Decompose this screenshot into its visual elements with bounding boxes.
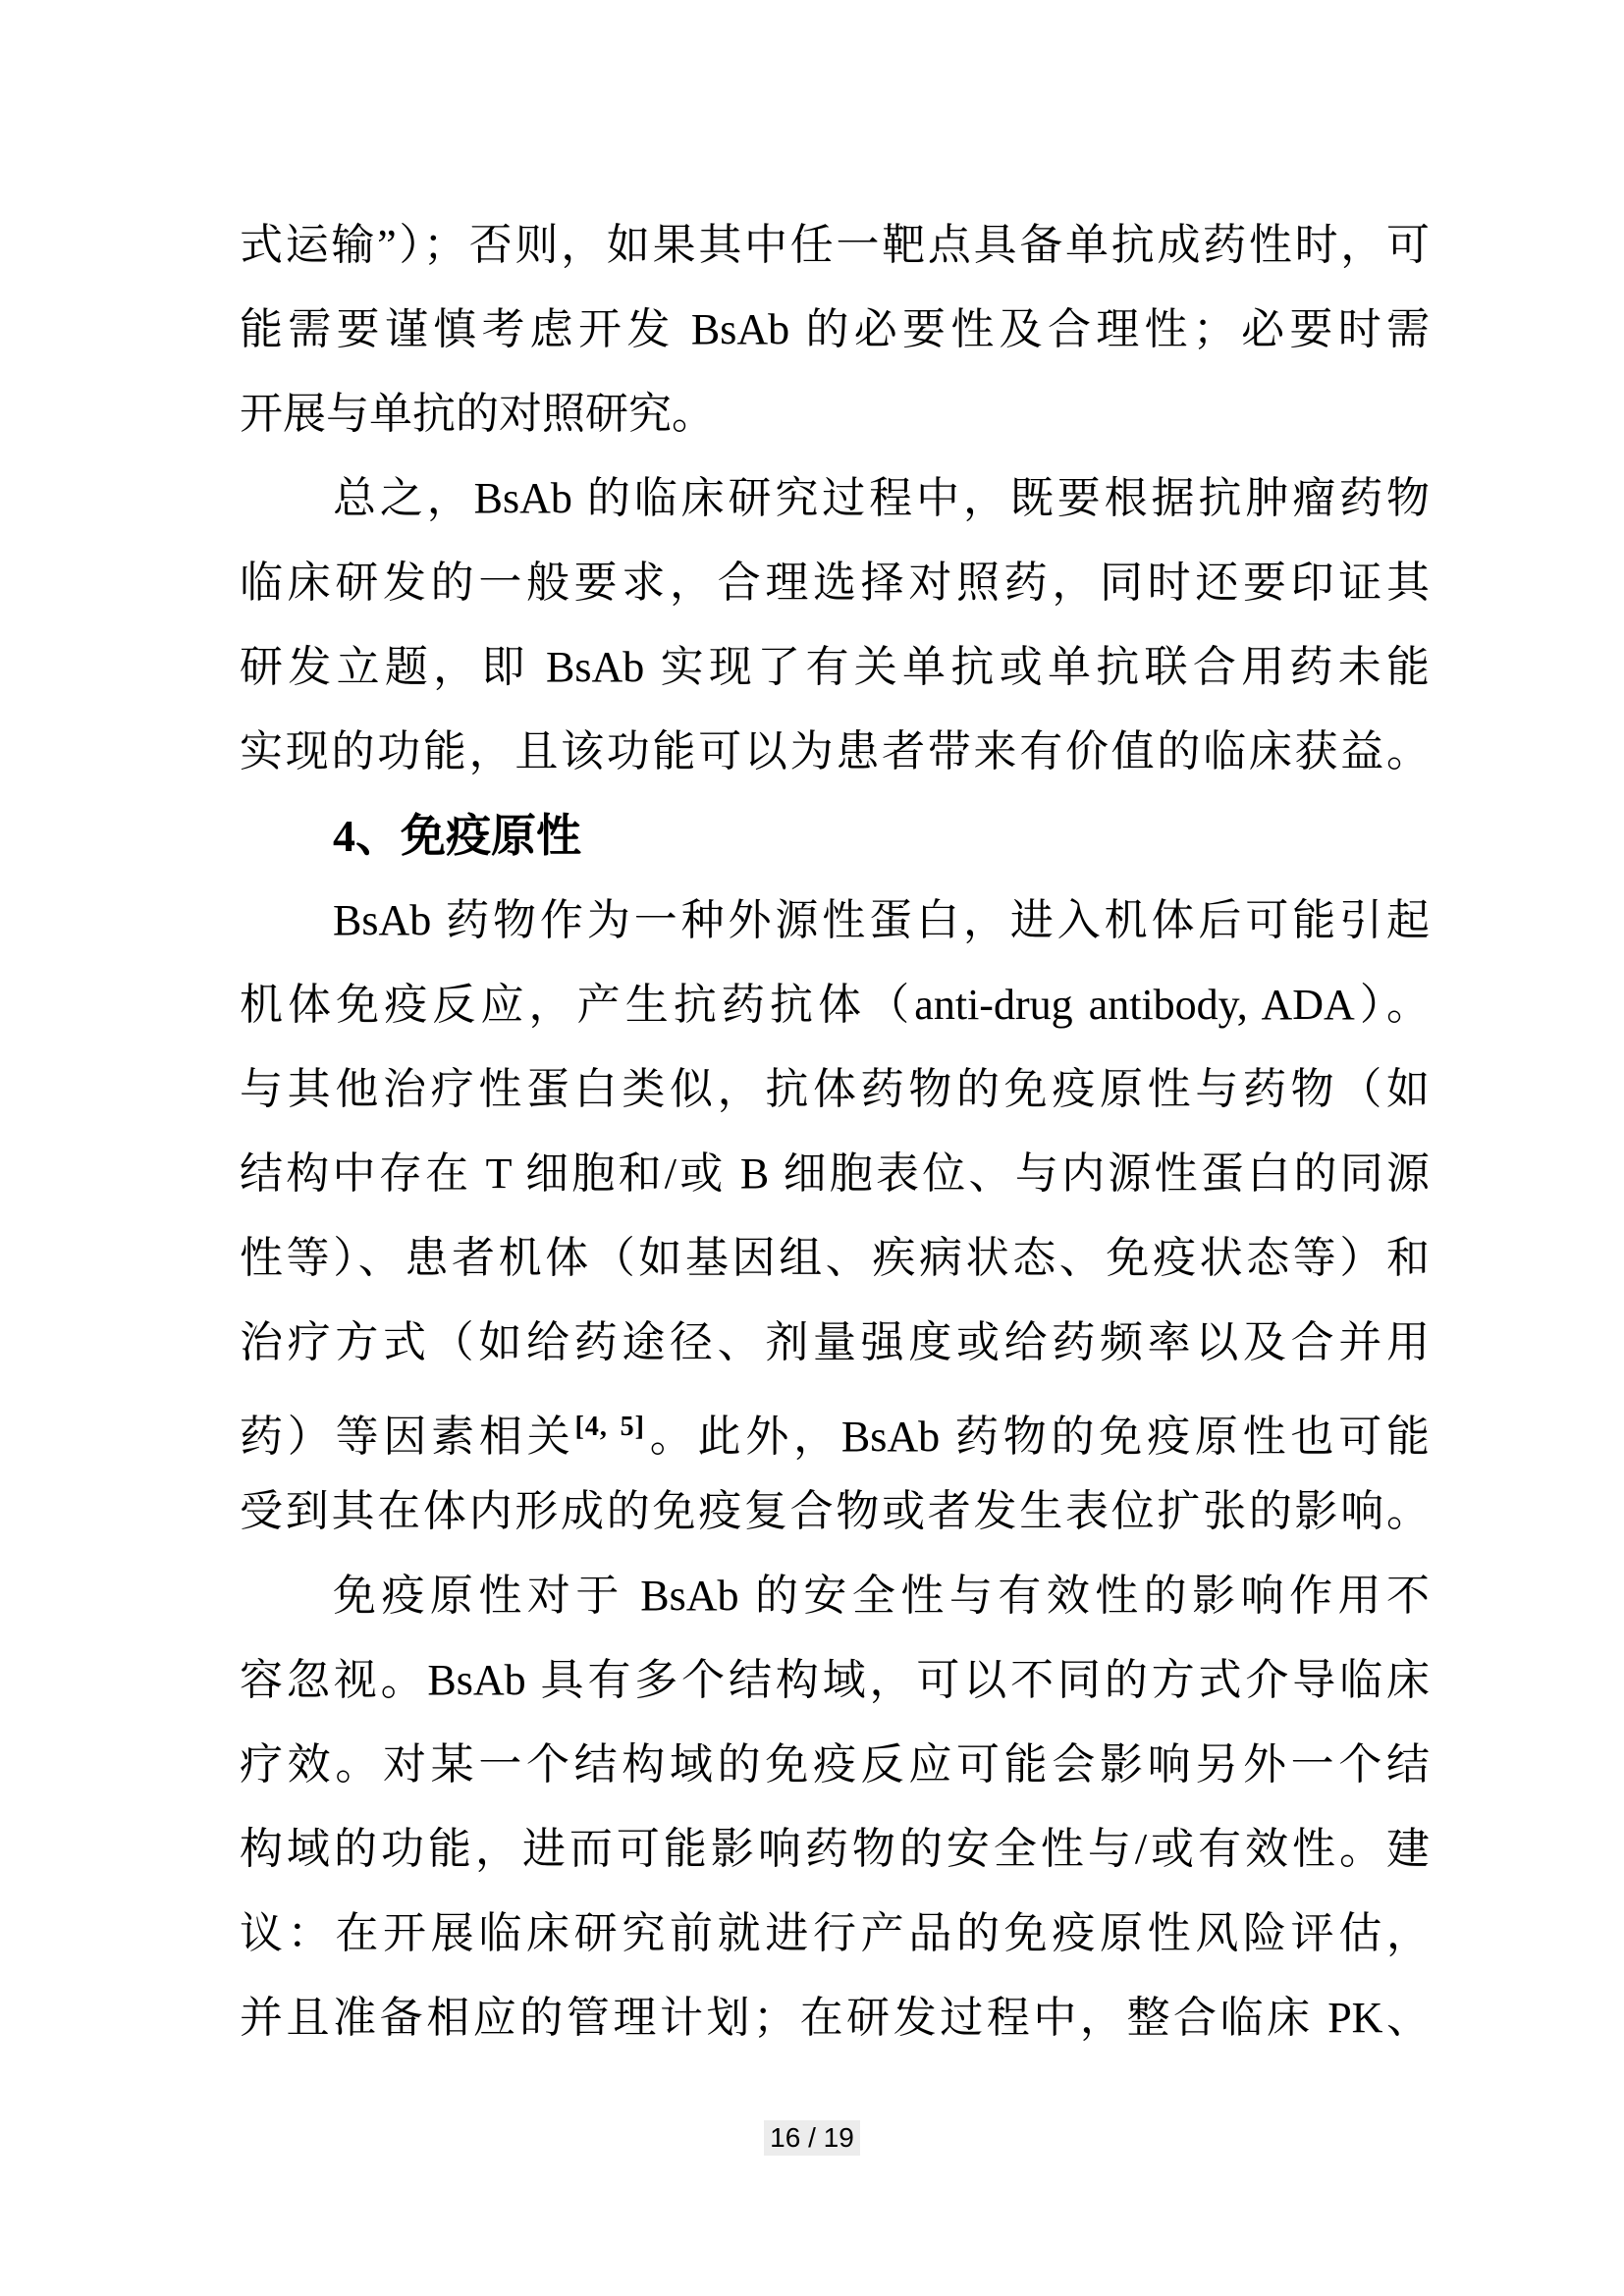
- body-text-line: 性等）、患者机体（如基因组、疾病状态、免疫状态等）和: [240, 1234, 1430, 1282]
- body-text-line: 总之，BsAb 的临床研究过程中，既要根据抗肿瘤药物: [333, 474, 1430, 522]
- body-text-line: 议：在开展临床研究前就进行产品的免疫原性风险评估，: [240, 1909, 1430, 1957]
- body-text-line: 式运输”）；否则，如果其中任一靶点具备单抗成药性时，可: [240, 221, 1430, 269]
- body-text-line: 临床研发的一般要求，合理选择对照药，同时还要印证其: [240, 559, 1430, 607]
- body-text-line: 结构中存在 T 细胞和/或 B 细胞表位、与内源性蛋白的同源: [240, 1149, 1430, 1198]
- body-text-line: BsAb 药物作为一种外源性蛋白，进入机体后可能引起: [333, 896, 1430, 944]
- body-text-line: 治疗方式（如给药途径、剂量强度或给药频率以及合并用: [240, 1318, 1430, 1366]
- body-text-line: 并且准备相应的管理计划；在研发过程中，整合临床 PK、: [240, 1994, 1430, 2042]
- section-heading: 4、免疫原性: [333, 811, 581, 861]
- body-text-line: 免疫原性对于 BsAb 的安全性与有效性的影响作用不: [333, 1572, 1430, 1620]
- page-body: [240, 203, 1430, 2060]
- body-text-line: 与其他治疗性蛋白类似，抗体药物的免疫原性与药物（如: [240, 1065, 1430, 1113]
- body-text-segment: 。此外，BsAb 药物的免疫原性也可能: [644, 1413, 1430, 1461]
- body-text-line: 容忽视。BsAb 具有多个结构域，可以不同的方式介导临床: [240, 1656, 1430, 1704]
- body-text-line: [240, 1385, 1430, 1469]
- citation-reference: [4, 5]: [574, 1412, 645, 1442]
- body-text-line: 疗效。对某一个结构域的免疫反应可能会影响另外一个结: [240, 1740, 1430, 1789]
- page-number: 16 / 19: [764, 2120, 860, 2156]
- body-text-segment: 药）等因素相关: [240, 1413, 575, 1461]
- body-text-line: 受到其在体内形成的免疫复合物或者发生表位扩张的影响。: [240, 1487, 1430, 1535]
- body-text-line: 开展与单抗的对照研究。: [240, 390, 715, 438]
- body-text-line: 能需要谨慎考虑开发 BsAb 的必要性及合理性；必要时需: [240, 305, 1430, 353]
- body-text-line: 机体免疫反应，产生抗药抗体（anti-drug antibody, ADA）。: [240, 981, 1430, 1029]
- body-text-line: 实现的功能，且该功能可以为患者带来有价值的临床获益。: [240, 727, 1430, 775]
- page-footer: [0, 2120, 1624, 2156]
- body-text-line: 构域的功能，进而可能影响药物的安全性与/或有效性。建: [240, 1825, 1430, 1873]
- body-text-line: 研发立题，即 BsAb 实现了有关单抗或单抗联合用药未能: [240, 643, 1430, 691]
